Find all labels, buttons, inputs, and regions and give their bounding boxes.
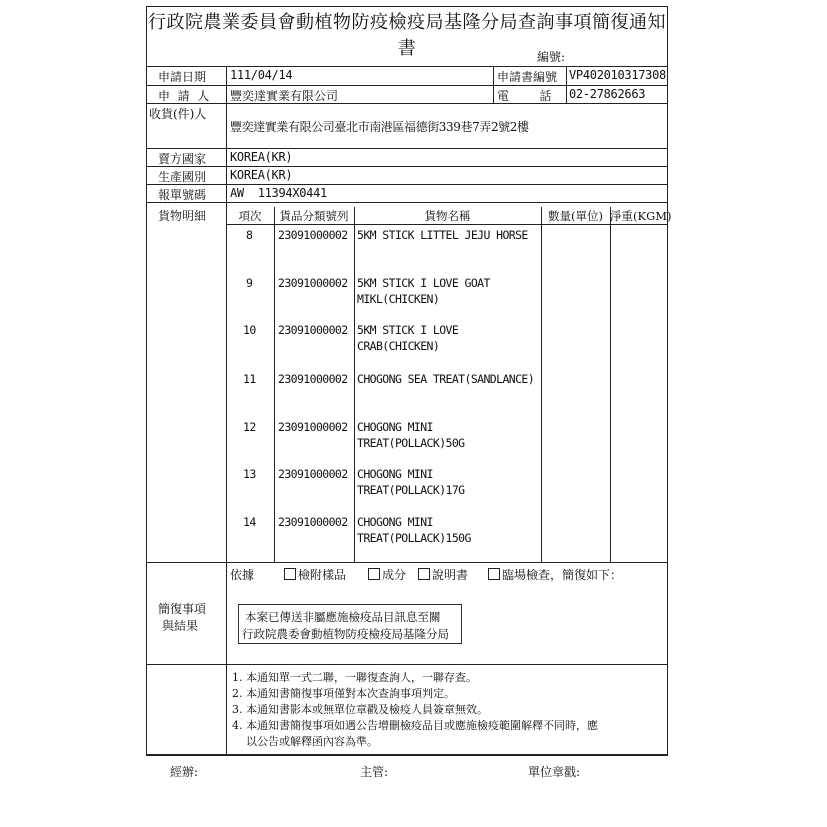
basis-label: 依據 — [230, 568, 255, 582]
row-item-no: 9 — [246, 276, 253, 290]
rule — [146, 184, 668, 185]
row-item-no: 12 — [243, 420, 256, 434]
rule — [274, 207, 275, 562]
row-hs-code: 23091000002 — [278, 276, 348, 290]
stamp-line-1: 本案已傳送非屬應施檢疫品目訊息至關 — [245, 610, 441, 624]
row-hs-code: 23091000002 — [278, 372, 348, 386]
origin-country-value: KOREA(KR) — [230, 168, 293, 182]
handler-label: 經辦: — [170, 765, 199, 779]
unit-seal-label: 單位章戳: — [528, 765, 581, 779]
declaration-number-value: AW 11394X0441 — [230, 186, 327, 200]
applicant-value: 豐奕達實業有限公司 — [230, 89, 339, 103]
reply-section-label-2: 與結果 — [162, 619, 199, 633]
row-goods-name-cont: MIKL(CHICKEN) — [357, 292, 440, 306]
note-4-cont: 以公告或解釋函內容為準。 — [232, 735, 378, 748]
rule — [354, 207, 355, 562]
col-header-goods-name: 貨物名稱 — [424, 209, 471, 223]
rule — [226, 66, 227, 755]
col-header-hs-code: 貨品分類號列 — [279, 209, 349, 223]
row-goods-name-cont: CRAB(CHICKEN) — [357, 339, 440, 353]
reply-stamp — [238, 604, 462, 644]
row-goods-name-cont: TREAT(POLLACK)150G — [357, 531, 471, 545]
row-item-no: 8 — [246, 228, 253, 242]
row-goods-name-cont: TREAT(POLLACK)17G — [357, 483, 465, 497]
row-hs-code: 23091000002 — [278, 228, 348, 242]
application-number-value: VP402010317308 — [569, 68, 666, 82]
row-item-no: 10 — [243, 323, 256, 337]
form-title: 行政院農業委員會動植物防疫檢疫局基隆分局查詢事項簡復通知書 — [148, 12, 666, 59]
rule — [610, 207, 611, 562]
apply-date-label: 申請日期 — [158, 70, 207, 84]
col-header-quantity: 數量(單位) — [548, 209, 603, 223]
option-onsite-inspection-label: 臨場檢查，簡復如下： — [502, 568, 623, 582]
applicant-label: 申 請 人 — [158, 89, 210, 103]
application-number-label: 申請書編號 — [497, 70, 558, 84]
rule — [146, 202, 668, 203]
note-1: 1. 本通知單一式二聯，一聯復查詢人，一聯存查。 — [232, 671, 477, 684]
seller-country-label: 賣方國家 — [158, 152, 207, 166]
row-item-no: 13 — [243, 467, 256, 481]
stamp-line-2: 行政院農委會動植物防疫檢疫局基隆分局 — [242, 627, 449, 641]
phone-value: 02-27862663 — [569, 87, 646, 101]
rule — [146, 755, 668, 756]
option-manual — [418, 566, 468, 583]
checkbox-icon — [368, 568, 380, 580]
row-goods-name: 5KM STICK I LOVE GOAT — [357, 276, 490, 290]
row-goods-name: CHOGONG MINI — [357, 420, 433, 434]
option-ingredients — [368, 566, 406, 583]
row-hs-code: 23091000002 — [278, 323, 348, 337]
checkbox-icon — [284, 568, 296, 580]
col-header-item-no: 項次 — [238, 209, 262, 223]
reply-section-label: 簡復事項 — [158, 602, 207, 616]
rule — [146, 148, 668, 149]
phone-label: 電 話 — [497, 89, 552, 103]
option-sample-label: 檢附樣品 — [298, 568, 347, 582]
note-2: 2. 本通知書簡復事項僅對本次查詢事項判定。 — [232, 687, 455, 700]
declaration-number-label: 報單號碼 — [158, 188, 207, 202]
row-item-no: 14 — [243, 515, 256, 529]
supervisor-label: 主管: — [360, 765, 389, 779]
consignee-label: 收貨(件)人 — [149, 107, 207, 121]
row-hs-code: 23091000002 — [278, 420, 348, 434]
serial-number-label: 編號: — [537, 50, 566, 64]
apply-date-value: 111/04/14 — [230, 68, 293, 82]
rule — [146, 85, 668, 86]
col-header-net-weight: 淨重(KGM) — [610, 209, 672, 223]
option-ingredients-label: 成分 — [382, 568, 407, 582]
option-manual-label: 說明書 — [432, 568, 469, 582]
option-onsite-inspection — [488, 566, 622, 583]
rule — [146, 66, 668, 67]
row-goods-name: CHOGONG MINI — [357, 467, 433, 481]
row-hs-code: 23091000002 — [278, 515, 348, 529]
row-goods-name: CHOGONG MINI — [357, 515, 433, 529]
rule — [493, 66, 494, 103]
note-3: 3. 本通知書影本或無單位章戳及檢疫人員簽章無效。 — [232, 703, 488, 716]
seller-country-value: KOREA(KR) — [230, 150, 293, 164]
rule — [146, 103, 668, 104]
rule — [541, 207, 542, 562]
goods-details-label: 貨物明細 — [158, 209, 207, 223]
rule — [146, 562, 668, 563]
origin-country-label: 生產國別 — [158, 170, 207, 184]
rule — [566, 66, 567, 103]
checkbox-icon — [418, 568, 430, 580]
option-sample — [284, 566, 346, 583]
note-4: 4. 本通知書簡復事項如遇公告增刪檢疫品目或應施檢疫範圍解釋不同時，應 — [232, 719, 598, 732]
consignee-value: 豐奕達實業有限公司臺北市南港區福德街339巷7弄2號2樓 — [230, 120, 529, 134]
row-goods-name: CHOGONG SEA TREAT(SANDLANCE) — [357, 372, 535, 386]
rule — [146, 664, 668, 665]
row-hs-code: 23091000002 — [278, 467, 348, 481]
checkbox-icon — [488, 568, 500, 580]
row-goods-name: 5KM STICK LITTEL JEJU HORSE — [357, 228, 528, 242]
row-goods-name: 5KM STICK I LOVE — [357, 323, 459, 337]
row-goods-name-cont: TREAT(POLLACK)50G — [357, 436, 465, 450]
rule — [226, 224, 668, 225]
rule — [146, 166, 668, 167]
row-item-no: 11 — [243, 372, 256, 386]
